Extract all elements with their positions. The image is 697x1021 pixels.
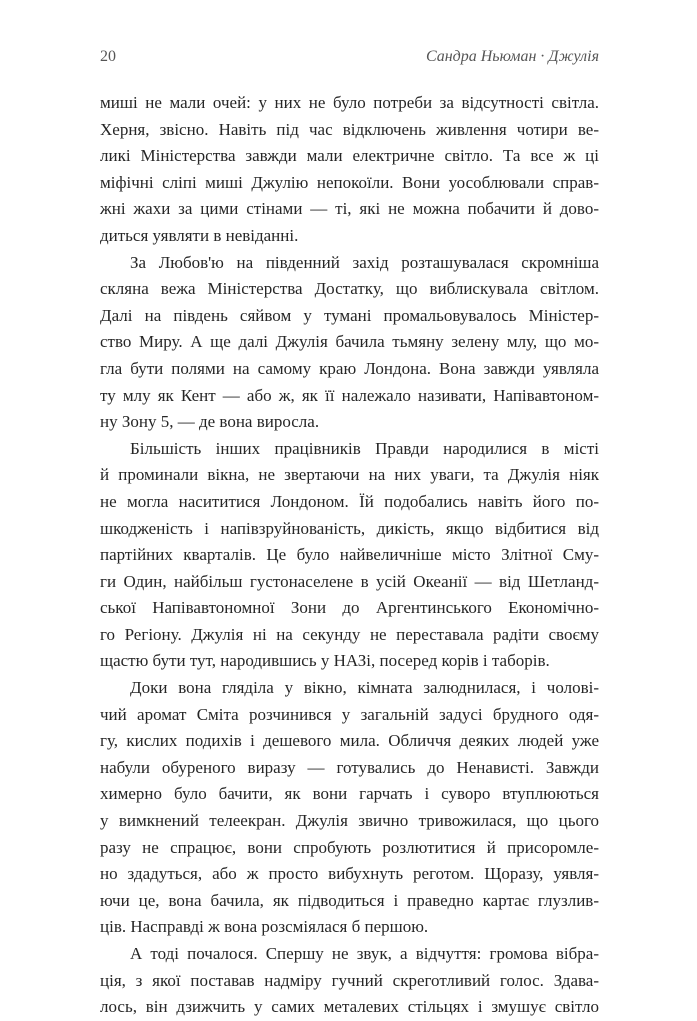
text-line: но здадуться, або ж просто вибухнуть реготом. Щоразу, уявля-	[100, 864, 599, 884]
text-line: міфічні сліпі миші Джулію непокоїли. Вони уособлювали справ-	[100, 172, 599, 192]
text-line: у вимкнений телеекран. Джулія звично тривожилася, що цього	[100, 811, 599, 831]
text-line: ючи це, вона бачила, як підводиться і праведно картає глузлив-	[100, 890, 599, 910]
text-line: Херня, звісно. Навіть під час відключень живлення чотири ве-	[100, 119, 599, 139]
text-line: ги Один, найбільш густонаселене в усій Океанії — від Шетланд-	[100, 571, 599, 591]
text-line: й проминали вікна, не звертаючи на них уваги, та Джулія ніяк	[100, 465, 599, 485]
page-header	[100, 48, 599, 70]
text-line: ців. Насправді ж вона розсміялася б першою.	[100, 917, 429, 937]
text-line: гу, кислих подихів і дешевого мила. Обличчя деяких людей уже	[100, 731, 599, 751]
text-line: ну Зону 5, — де вона виросла.	[100, 412, 320, 432]
text-line: Далі на південь сяйвом у тумані промальовувалось Міністер-	[100, 305, 599, 325]
text-line: За Любов'ю на південний захід розташувалася скромніша	[130, 252, 599, 272]
text-line: миші не мали очей: у них не було потреби за відсутності світла.	[100, 93, 599, 112]
text-line: гла бути полями на самому краю Лондона. Вона завжди уявляла	[100, 358, 599, 378]
page-number: 20	[100, 48, 116, 65]
text-line: ської Напівавтономної Зони до Аргентинського Економічно-	[100, 598, 599, 618]
text-line: чий аромат Сміта розчинився у загальній задусі брудного одя-	[100, 704, 599, 724]
text-line: жні жахи за цими стінами — ті, які не можна побачити й дово-	[100, 199, 599, 219]
text-line: ція, з якої поставав надміру гучний скреготливий голос. Здава-	[100, 970, 599, 990]
text-line: химерно було бачити, як вони гарчать і суворо втуплюються	[100, 784, 599, 804]
running-head: Сандра Ньюман · Джулія	[425, 48, 599, 65]
text-line: партійних кварталів. Це було найвеличніше місто Злітної Сму-	[100, 545, 599, 565]
text-line: А тоді почалося. Спершу не звук, а відчуття: громова вібра-	[130, 944, 599, 963]
text-line: не могла насититися Лондоном. Їй подобались навіть його по-	[100, 491, 599, 511]
text-line: го Регіону. Джулія ні на секунду не переставала радіти своєму	[100, 624, 599, 644]
text-line: набули обуреного виразу — готувались до Ненависті. Завжди	[100, 757, 599, 777]
text-line: Більшість інших працівників Правди народилися в місті	[130, 438, 599, 458]
text-line: Доки вона гляділа у вікно, кімната залюднилася, і чолові-	[130, 678, 599, 698]
text-line: ство Миру. А ще далі Джулія бачила тьмяну зелену млу, що мо-	[100, 332, 599, 352]
body-text	[100, 90, 599, 1021]
text-line: ту млу як Кент — або ж, як її належало називати, Напівавтоном-	[100, 385, 599, 405]
text-line: лось, він дзижчить у самих металевих стільцях і змушує світло	[100, 997, 599, 1017]
text-line: разу не спрацює, вони спробують розлютитися й присоромле-	[100, 837, 599, 857]
text-line: диться уявляти в невіданні.	[100, 225, 299, 245]
text-line: шкодженість і напівзруйнованість, дикість, якщо відбитися від	[100, 518, 599, 538]
text-line: скляна вежа Міністерства Достатку, що виблискувала світлом.	[100, 279, 599, 299]
text-line: щастю бути тут, народившись у НАЗі, посеред корів і таборів.	[100, 651, 550, 671]
text-line: ликі Міністерства завжди мали електричне світло. Та все ж ці	[100, 146, 599, 166]
